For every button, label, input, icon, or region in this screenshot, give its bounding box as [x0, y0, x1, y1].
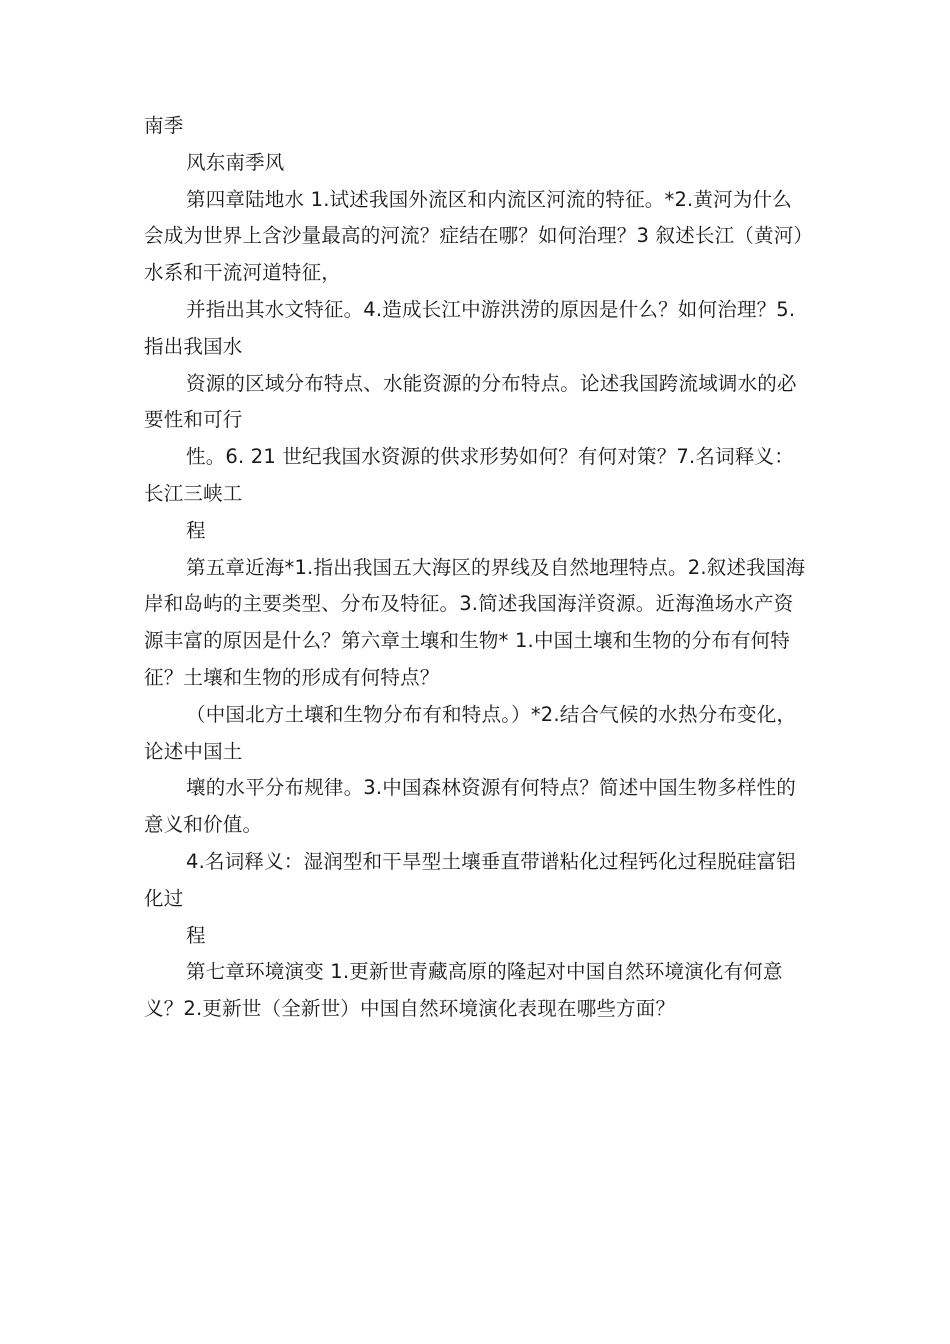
- paragraph: 程: [186, 518, 206, 542]
- paragraph-chapter-7: 第七章环境演变 1.更新世青藏高原的隆起对中国自然环境演化有何意义？2.更新世（全新世）中国自然环境演化表现在哪些方面？: [144, 960, 783, 1021]
- paragraph: 并指出其水文特征。4.造成长江中游洪涝的原因是什么？如何治理？5.指出我国水: [144, 297, 796, 358]
- paragraph: （中国北方土壤和生物分布有和特点。）*2.结合气候的水热分布变化，论述中国土: [144, 702, 797, 763]
- paragraph-chapter-4: 第四章陆地水 1.试述我国外流区和内流区河流的特征。*2.黄河为什么会成为世界上含沙量最高的河流？症结在哪？如何治理？3 叙述长江（黄河）水系和干流河道特征，: [144, 187, 804, 285]
- paragraph: 壤的水平分布规律。3.中国森林资源有何特点？简述中国生物多样性的意义和价值。: [144, 776, 797, 837]
- paragraph: 风东南季风: [186, 150, 285, 174]
- paragraph: 程: [186, 923, 206, 947]
- paragraph: 性。6. 21 世纪我国水资源的供求形势如何？有何对策？7.名词释义：长江三峡工: [144, 445, 794, 505]
- paragraph: 资源的区域分布特点、水能资源的分布特点。论述我国跨流域调水的必要性和可行: [144, 371, 797, 432]
- document-body: [144, 108, 808, 1028]
- paragraph-chapter-5-6: 第五章近海*1.指出我国五大海区的界线及自然地理特点。2.叙述我国海岸和岛屿的主要类型、分布及特征。3.简述我国海洋资源。近海渔场水产资源丰富的原因是什么？第六章土壤和生物* 1.中国土壤和生物的分布有何特征？土壤和生物的形成有何特点？: [144, 555, 806, 689]
- paragraph: 4.名词释义：湿润型和干旱型土壤垂直带谱粘化过程钙化过程脱硅富铝化过: [144, 849, 797, 910]
- paragraph-continuation: 南季: [144, 114, 184, 137]
